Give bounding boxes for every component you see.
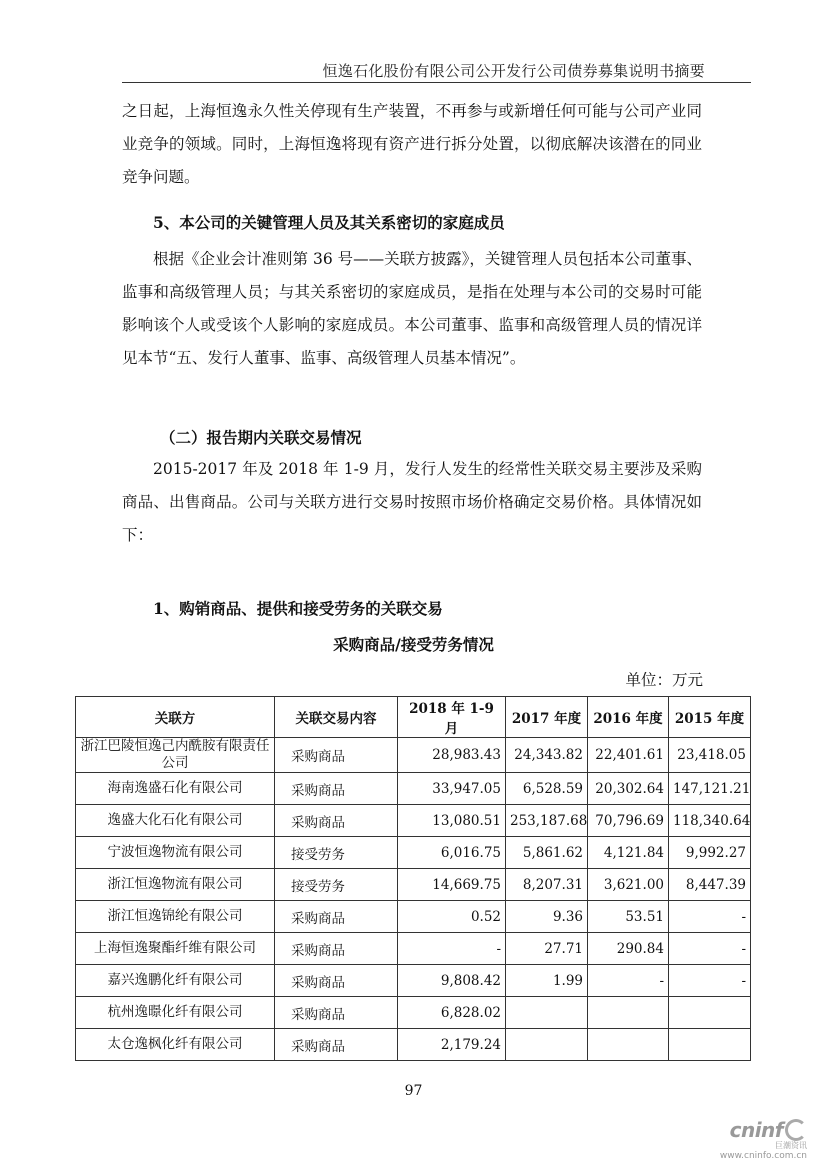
table-row bbox=[76, 738, 751, 773]
page-number: 97 bbox=[404, 1083, 423, 1099]
cell-party: 浙江恒逸锦纶有限公司 bbox=[76, 901, 275, 933]
cell-value: 147,121.21 bbox=[669, 773, 751, 805]
section-heading-1: 1、购销商品、提供和接受劳务的关联交易 bbox=[153, 599, 443, 618]
related-purchase-table bbox=[75, 696, 751, 1061]
cell-value: 70,796.69 bbox=[588, 805, 669, 837]
cell-value: 290.84 bbox=[588, 933, 669, 965]
header-title: 恒逸石化股份有限公司公开发行公司债券募集说明书摘要 bbox=[322, 62, 705, 80]
cell-value bbox=[669, 997, 751, 1029]
paragraph-transactions-intro: 2015-2017 年及 2018 年 1-9 月，发行人发生的经常性关联交易主要涉及采购商品、出售商品。公司与关联方进行交易时按照市场价格确定交易价格。具体情况如下： bbox=[122, 460, 702, 544]
cell-value: 9.36 bbox=[506, 901, 588, 933]
cell-value: 0.52 bbox=[398, 901, 506, 933]
table-header-row bbox=[76, 697, 751, 738]
cell-party: 逸盛大化石化有限公司 bbox=[76, 805, 275, 837]
cell-value: 53.51 bbox=[588, 901, 669, 933]
cell-value: 4,121.84 bbox=[588, 837, 669, 869]
cell-value: 118,340.64 bbox=[669, 805, 751, 837]
section-heading-5: 5、本公司的关键管理人员及其关系密切的家庭成员 bbox=[153, 213, 505, 232]
cell-value: 5,861.62 bbox=[506, 837, 588, 869]
cell-value: 6,016.75 bbox=[398, 837, 506, 869]
table-unit: 单位：万元 bbox=[625, 671, 703, 689]
header-cell-2015: 2015 年度 bbox=[669, 697, 751, 738]
subsection-heading-related-transactions: （二）报告期内关联交易情况 bbox=[160, 428, 362, 447]
table-row bbox=[76, 869, 751, 901]
cell-value: 33,947.05 bbox=[398, 773, 506, 805]
swirl-icon bbox=[785, 1119, 807, 1141]
header-cell-party: 关联方 bbox=[76, 697, 275, 738]
cell-value: 253,187.68 bbox=[506, 805, 588, 837]
cell-value: 6,528.59 bbox=[506, 773, 588, 805]
paragraph-key-management: 根据《企业会计准则第 36 号——关联方披露》，关键管理人员包括本公司董事、监事和高级管理人员；与其关系密切的家庭成员，是指在处理与本公司的交易时可能影响该个人或受该个人影响的家庭成员。本公司董事、监事和高级管理人员的情况详见本节“五、发行人董事、监事、高级管理人员基本情况”。 bbox=[122, 250, 702, 367]
table-title: 采购商品/接受劳务情况 bbox=[333, 635, 494, 654]
cell-value bbox=[588, 1029, 669, 1061]
cell-content: 采购商品 bbox=[275, 773, 398, 805]
cell-content: 采购商品 bbox=[275, 933, 398, 965]
cell-value: 9,808.42 bbox=[398, 965, 506, 997]
cell-value: - bbox=[669, 901, 751, 933]
cell-party: 浙江恒逸物流有限公司 bbox=[76, 869, 275, 901]
cell-content: 采购商品 bbox=[275, 965, 398, 997]
header-divider bbox=[122, 82, 751, 83]
cell-value: - bbox=[398, 933, 506, 965]
table-row bbox=[76, 1029, 751, 1061]
cell-value: 8,207.31 bbox=[506, 869, 588, 901]
table-row bbox=[76, 805, 751, 837]
cell-content: 接受劳务 bbox=[275, 837, 398, 869]
cell-content: 采购商品 bbox=[275, 997, 398, 1029]
cell-party: 浙江巴陵恒逸己内酰胺有限责任公司 bbox=[76, 738, 275, 773]
cell-content: 接受劳务 bbox=[275, 869, 398, 901]
cell-value: 2,179.24 bbox=[398, 1029, 506, 1061]
cell-value: 9,992.27 bbox=[669, 837, 751, 869]
cninfo-watermark bbox=[720, 1118, 807, 1161]
cell-party: 太仓逸枫化纤有限公司 bbox=[76, 1029, 275, 1061]
cell-value: - bbox=[588, 965, 669, 997]
cell-value: 6,828.02 bbox=[398, 997, 506, 1029]
cell-party: 嘉兴逸鹏化纤有限公司 bbox=[76, 965, 275, 997]
cell-party: 上海恒逸聚酯纤维有限公司 bbox=[76, 933, 275, 965]
header-cell-2017: 2017 年度 bbox=[506, 697, 588, 738]
cell-value: 1.99 bbox=[506, 965, 588, 997]
paragraph-continuation: 之日起，上海恒逸永久性关停现有生产装置，不再参与或新增任何可能与公司产业同业竞争的领域。同时，上海恒逸将现有资产进行拆分处置，以彻底解决该潜在的同业竞争问题。 bbox=[122, 102, 702, 186]
cninfo-logo bbox=[720, 1118, 807, 1142]
cell-value: 3,621.00 bbox=[588, 869, 669, 901]
table-row bbox=[76, 933, 751, 965]
cell-value bbox=[669, 1029, 751, 1061]
header-cell-2016: 2016 年度 bbox=[588, 697, 669, 738]
cell-content: 采购商品 bbox=[275, 901, 398, 933]
cell-content: 采购商品 bbox=[275, 738, 398, 773]
cninfo-url: www.cninfo.com.cn bbox=[719, 1151, 807, 1161]
table-row bbox=[76, 773, 751, 805]
cell-value: 27.71 bbox=[506, 933, 588, 965]
table-row bbox=[76, 997, 751, 1029]
cell-content: 采购商品 bbox=[275, 805, 398, 837]
cell-party: 海南逸盛石化有限公司 bbox=[76, 773, 275, 805]
header-cell-content: 关联交易内容 bbox=[275, 697, 398, 738]
cell-value: - bbox=[669, 933, 751, 965]
cninfo-sub: 巨潮资讯 bbox=[775, 1141, 807, 1150]
cell-value: 23,418.05 bbox=[669, 738, 751, 773]
header-cell-2018: 2018 年 1-9 月 bbox=[398, 697, 506, 738]
table-row bbox=[76, 901, 751, 933]
cell-party: 杭州逸暻化纤有限公司 bbox=[76, 997, 275, 1029]
table-row bbox=[76, 837, 751, 869]
cell-content: 采购商品 bbox=[275, 1029, 398, 1061]
cell-value bbox=[506, 997, 588, 1029]
cell-value: 28,983.43 bbox=[398, 738, 506, 773]
cell-party: 宁波恒逸物流有限公司 bbox=[76, 837, 275, 869]
cell-value: 13,080.51 bbox=[398, 805, 506, 837]
cell-value bbox=[588, 997, 669, 1029]
cell-value: 14,669.75 bbox=[398, 869, 506, 901]
cell-value bbox=[506, 1029, 588, 1061]
cell-value: - bbox=[669, 965, 751, 997]
cell-value: 24,343.82 bbox=[506, 738, 588, 773]
cell-value: 20,302.64 bbox=[588, 773, 669, 805]
table-row bbox=[76, 965, 751, 997]
cell-value: 8,447.39 bbox=[669, 869, 751, 901]
cell-value: 22,401.61 bbox=[588, 738, 669, 773]
cninfo-logo-text: cninf bbox=[729, 1118, 783, 1142]
